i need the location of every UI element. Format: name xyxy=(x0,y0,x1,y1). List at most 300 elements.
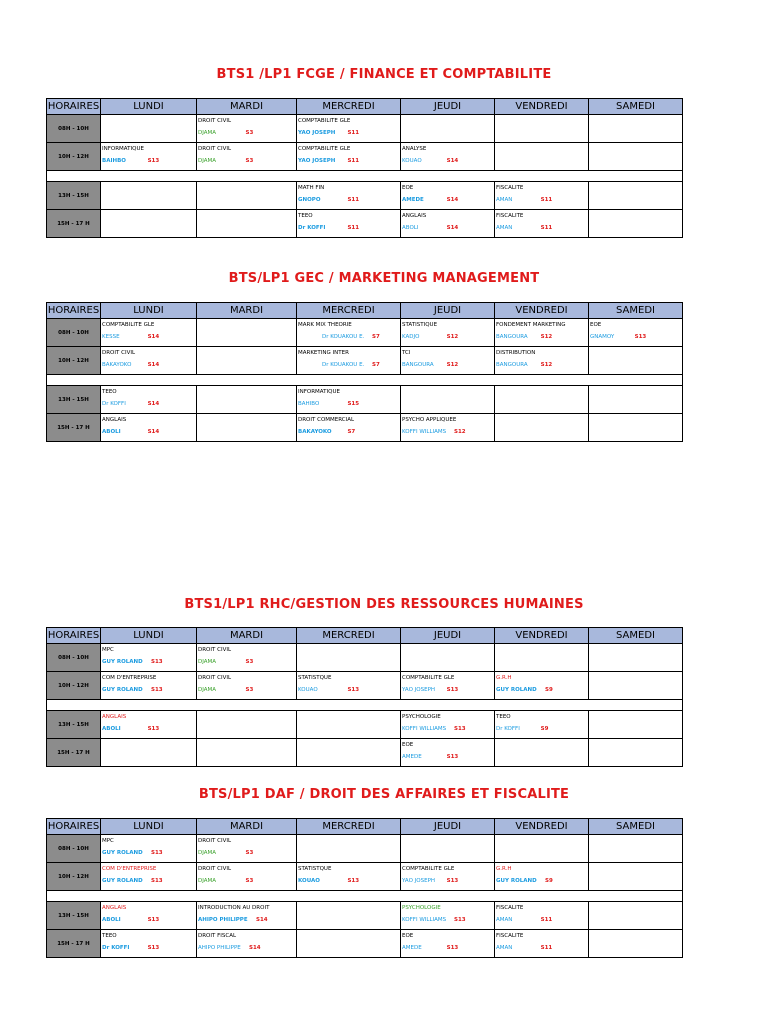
schedule-cell xyxy=(197,347,297,375)
schedule-cell xyxy=(495,930,589,958)
course-subject: STATISTQUE xyxy=(298,866,332,872)
lunch-break-row xyxy=(47,891,683,902)
schedule-cell xyxy=(101,319,197,347)
course-entry xyxy=(101,739,196,766)
room-number: S13 xyxy=(147,726,160,732)
schedule-cell xyxy=(197,863,297,891)
course-subject: FISCALITE xyxy=(496,213,524,219)
teacher-name: KESSE xyxy=(102,334,120,340)
course-entry xyxy=(197,739,296,766)
teacher-name: AMEDE xyxy=(402,945,422,951)
course-subject: PSYCHOLOGIE xyxy=(402,905,441,911)
teacher-name: DJAMA xyxy=(198,850,217,856)
course-entry xyxy=(101,347,196,374)
course-entry xyxy=(401,319,494,346)
course-entry xyxy=(297,835,400,862)
schedule-cell xyxy=(101,902,197,930)
header-day: MARDI xyxy=(197,819,297,835)
schedule-cell xyxy=(589,143,683,171)
course-entry xyxy=(589,319,682,346)
header-row xyxy=(47,819,683,835)
header-day: MARDI xyxy=(197,628,297,644)
schedule-cell xyxy=(495,644,589,672)
schedule-cell xyxy=(589,319,683,347)
course-subject: DISTRIBUTION xyxy=(496,350,536,356)
course-subject: COM D'ENTREPRISE xyxy=(102,675,157,681)
room-number: S13 xyxy=(147,917,160,923)
header-horaires: HORAIRES xyxy=(47,628,101,644)
course-details xyxy=(102,723,196,735)
course-details xyxy=(102,942,196,954)
course-entry xyxy=(401,115,494,142)
course-subject: EOE xyxy=(590,322,602,328)
table-row xyxy=(47,835,683,863)
course-entry xyxy=(101,115,196,142)
room-number: S14 xyxy=(147,429,160,435)
time-slot: 08H - 10H xyxy=(47,835,101,863)
course-subject: INFORMATIQUE xyxy=(102,146,144,152)
teacher-name: GUY ROLAND xyxy=(496,878,537,884)
schedule-cell xyxy=(401,672,495,700)
room-number: S11 xyxy=(540,225,553,231)
course-entry xyxy=(401,672,494,699)
schedule-cell xyxy=(589,930,683,958)
course-entry xyxy=(197,347,296,374)
course-subject: ANGLAIS xyxy=(102,714,127,720)
time-slot: 13H - 15H xyxy=(47,182,101,210)
schedule-cell xyxy=(495,711,589,739)
schedule-cell xyxy=(297,414,401,442)
teacher-name: KOFFI WILLIAMS xyxy=(402,726,447,732)
teacher-name: DJAMA xyxy=(198,878,217,884)
time-slot: 10H - 12H xyxy=(47,672,101,700)
teacher-name: Dr KOFFI xyxy=(298,225,326,231)
header-day: VENDREDI xyxy=(495,628,589,644)
time-slot: 08H - 10H xyxy=(47,115,101,143)
schedule-cell xyxy=(197,386,297,414)
header-day: JEUDI xyxy=(401,303,495,319)
course-details xyxy=(198,656,296,668)
schedule-cell xyxy=(589,835,683,863)
course-details xyxy=(298,398,400,410)
course-entry xyxy=(495,347,588,374)
course-entry xyxy=(589,863,682,890)
schedule-cell xyxy=(197,711,297,739)
course-subject: DROIT CIVIL xyxy=(198,647,232,653)
course-entry xyxy=(401,863,494,890)
teacher-name: KOUAO xyxy=(298,878,320,884)
room-number: S3 xyxy=(245,687,254,693)
teacher-name: DJAMA xyxy=(198,687,217,693)
course-details xyxy=(496,222,588,234)
table-row xyxy=(47,644,683,672)
teacher-name: GNOPO xyxy=(298,197,321,203)
course-entry xyxy=(101,386,196,413)
table-row xyxy=(47,414,683,442)
room-number: S13 xyxy=(446,945,459,951)
course-entry xyxy=(495,414,588,441)
lunch-break xyxy=(47,375,683,386)
course-entry xyxy=(495,319,588,346)
teacher-name: KOFFI WILLIAMS xyxy=(402,429,447,435)
course-entry xyxy=(101,902,196,929)
room-number: S12 xyxy=(446,334,459,340)
course-entry xyxy=(197,210,296,237)
room-number: S13 xyxy=(634,334,647,340)
course-subject: TEEO xyxy=(298,213,313,219)
course-entry xyxy=(495,210,588,237)
schedule-cell xyxy=(401,386,495,414)
course-subject: DROIT CIVIL xyxy=(198,838,232,844)
course-details xyxy=(198,914,296,926)
schedule-cell xyxy=(197,835,297,863)
course-entry xyxy=(297,182,400,209)
schedule-cell xyxy=(101,739,197,767)
course-entry xyxy=(589,143,682,170)
teacher-name: KOUAO xyxy=(402,158,422,164)
table-row xyxy=(47,930,683,958)
course-entry xyxy=(401,210,494,237)
room-number: S13 xyxy=(151,659,163,665)
header-day: LUNDI xyxy=(101,303,197,319)
time-slot: 10H - 12H xyxy=(47,863,101,891)
header-row xyxy=(47,628,683,644)
room-number: S14 xyxy=(446,225,459,231)
schedule-cell xyxy=(401,739,495,767)
room-number: S14 xyxy=(147,362,160,368)
course-details xyxy=(102,426,196,438)
header-day: MERCREDI xyxy=(297,99,401,115)
schedule-cell xyxy=(101,182,197,210)
course-details xyxy=(496,723,588,735)
teacher-name: BAKAYOKO xyxy=(298,429,332,435)
schedule-cell xyxy=(401,347,495,375)
course-entry xyxy=(495,711,588,738)
header-day: JEUDI xyxy=(401,99,495,115)
course-entry xyxy=(197,414,296,441)
course-subject: G.R.H xyxy=(496,675,512,681)
course-entry xyxy=(101,835,196,862)
schedule-cell xyxy=(495,386,589,414)
course-entry xyxy=(589,347,682,374)
schedule-cell xyxy=(297,644,401,672)
course-entry xyxy=(297,863,400,890)
time-slot: 15H - 17 H xyxy=(47,414,101,442)
course-subject: COMPTABILITE GLE xyxy=(102,322,155,328)
course-details xyxy=(298,875,400,887)
schedule-cell xyxy=(297,386,401,414)
room-number: S11 xyxy=(347,197,360,203)
teacher-name: YAO JOSEPH xyxy=(298,130,336,136)
schedule-cell xyxy=(297,835,401,863)
time-slot: 13H - 15H xyxy=(47,902,101,930)
time-slot: 10H - 12H xyxy=(47,347,101,375)
schedule-cell xyxy=(495,835,589,863)
course-details xyxy=(102,875,196,887)
time-slot: 08H - 10H xyxy=(47,644,101,672)
teacher-name: ABOLI xyxy=(102,429,121,435)
course-subject: DROIT CIVIL xyxy=(198,146,232,152)
schedule-cell xyxy=(297,115,401,143)
course-subject: TEEO xyxy=(102,389,117,395)
course-entry xyxy=(297,711,400,738)
course-entry xyxy=(297,319,400,346)
course-subject: DROIT CIVIL xyxy=(198,118,232,124)
course-subject: COMPTABILITE GLE xyxy=(402,675,455,681)
schedule-cell xyxy=(401,210,495,238)
schedule-cell xyxy=(101,711,197,739)
schedule-cell xyxy=(101,414,197,442)
course-subject: ANGLAIS xyxy=(102,905,127,911)
room-number: S3 xyxy=(245,850,254,856)
teacher-name: AMEDE xyxy=(402,754,422,760)
room-number: S13 xyxy=(347,878,360,884)
course-subject: DROIT FISCAL xyxy=(198,933,237,939)
room-number: S9 xyxy=(540,726,549,732)
teacher-name: Dr KOFFI xyxy=(102,945,130,951)
schedule-cell xyxy=(495,863,589,891)
room-number: S11 xyxy=(540,945,553,951)
teacher-name: BAKAYOKO xyxy=(102,362,132,368)
lunch-break xyxy=(47,171,683,182)
schedule-cell xyxy=(197,414,297,442)
course-details xyxy=(102,656,196,668)
teacher-name: KADJO xyxy=(402,334,420,340)
time-slot: 15H - 17 H xyxy=(47,210,101,238)
room-number: S12 xyxy=(540,362,553,368)
course-details xyxy=(102,847,196,859)
header-day: VENDREDI xyxy=(495,99,589,115)
teacher-name: AMEDE xyxy=(402,197,424,203)
section-title: BTS1/LP1 RHC/GESTION DES RESSOURCES HUMAINES xyxy=(184,597,584,612)
header-day: JEUDI xyxy=(401,628,495,644)
timetable xyxy=(46,98,683,238)
schedule-cell xyxy=(297,143,401,171)
course-details xyxy=(198,942,296,954)
course-details xyxy=(402,723,494,735)
section-title: BTS/LP1 GEC / MARKETING MANAGEMENT xyxy=(228,271,540,286)
room-number: S13 xyxy=(147,158,160,164)
schedule-cell xyxy=(401,115,495,143)
schedule-cell xyxy=(297,863,401,891)
schedule-cell xyxy=(101,863,197,891)
course-entry xyxy=(101,319,196,346)
room-number: S14 xyxy=(256,917,268,923)
course-entry xyxy=(101,672,196,699)
course-entry xyxy=(101,644,196,671)
schedule-cell xyxy=(297,930,401,958)
schedule-cell xyxy=(495,414,589,442)
table-row xyxy=(47,347,683,375)
course-entry xyxy=(589,739,682,766)
room-number: S13 xyxy=(446,687,459,693)
table-row xyxy=(47,182,683,210)
course-entry xyxy=(101,863,196,890)
schedule-cell xyxy=(197,143,297,171)
course-subject: DROIT CIVIL xyxy=(102,350,136,356)
course-entry xyxy=(589,930,682,957)
table-row xyxy=(47,672,683,700)
room-number: S3 xyxy=(245,878,254,884)
section-title: BTS/LP1 DAF / DROIT DES AFFAIRES ET FISCALITE xyxy=(198,787,570,802)
schedule-cell xyxy=(101,835,197,863)
teacher-name: BAIHBO xyxy=(102,158,126,164)
course-details xyxy=(102,331,196,343)
teacher-name: Dr KOUAKOU E. xyxy=(322,334,365,340)
course-subject: ANGLAIS xyxy=(102,417,127,423)
schedule-cell xyxy=(101,672,197,700)
schedule-cell xyxy=(589,739,683,767)
timetable xyxy=(46,818,683,958)
schedule-cell xyxy=(495,672,589,700)
schedule-cell xyxy=(401,182,495,210)
course-details xyxy=(402,914,494,926)
course-entry xyxy=(197,319,296,346)
teacher-name: GUY ROLAND xyxy=(102,878,143,884)
schedule-cell xyxy=(401,414,495,442)
section-title: BTS1 /LP1 FCGE / FINANCE ET COMPTABILITE xyxy=(216,67,552,82)
schedule-cell xyxy=(495,182,589,210)
schedule-cell xyxy=(101,115,197,143)
course-details xyxy=(298,359,400,371)
course-entry xyxy=(197,902,296,929)
course-entry xyxy=(401,711,494,738)
schedule-cell xyxy=(297,319,401,347)
time-slot: 15H - 17 H xyxy=(47,930,101,958)
course-details xyxy=(590,331,682,343)
course-details xyxy=(402,751,494,763)
header-day: MERCREDI xyxy=(297,303,401,319)
course-subject: COMPTABILITE GLE xyxy=(298,146,351,152)
room-number: S3 xyxy=(245,130,254,136)
room-number: S13 xyxy=(446,878,459,884)
teacher-name: AMAN xyxy=(496,225,513,231)
course-subject: ANGLAIS xyxy=(402,213,427,219)
teacher-name: BANGOURA xyxy=(402,362,434,368)
schedule-cell xyxy=(495,115,589,143)
schedule-cell xyxy=(197,644,297,672)
course-entry xyxy=(589,644,682,671)
header-horaires: HORAIRES xyxy=(47,99,101,115)
header-day: MERCREDI xyxy=(297,628,401,644)
course-entry xyxy=(297,386,400,413)
teacher-name: Dr KOUAKOU E. xyxy=(322,362,365,368)
schedule-cell xyxy=(297,210,401,238)
schedule-cell xyxy=(495,319,589,347)
course-subject: MARK MIX THEORIE xyxy=(298,322,352,328)
course-entry xyxy=(401,182,494,209)
course-entry xyxy=(589,835,682,862)
course-entry xyxy=(589,902,682,929)
course-entry xyxy=(297,739,400,766)
schedule-cell xyxy=(589,210,683,238)
teacher-name: GUY ROLAND xyxy=(496,687,537,693)
teacher-name: GUY ROLAND xyxy=(102,659,143,665)
teacher-name: AMAN xyxy=(496,197,513,203)
room-number: S14 xyxy=(446,158,459,164)
course-subject: TEEO xyxy=(102,933,117,939)
schedule-cell xyxy=(401,902,495,930)
course-details xyxy=(496,684,588,696)
room-number: S12 xyxy=(454,429,466,435)
course-entry xyxy=(401,902,494,929)
schedule-cell xyxy=(197,739,297,767)
course-subject: TEEO xyxy=(496,714,511,720)
course-entry xyxy=(495,644,588,671)
teacher-name: GNAMOY xyxy=(590,334,615,340)
schedule-cell xyxy=(101,386,197,414)
room-number: S13 xyxy=(151,878,163,884)
course-entry xyxy=(589,711,682,738)
course-entry xyxy=(401,835,494,862)
course-details xyxy=(402,155,494,167)
course-entry xyxy=(101,711,196,738)
course-details xyxy=(402,194,494,206)
course-entry xyxy=(495,835,588,862)
course-details xyxy=(102,398,196,410)
room-number: S11 xyxy=(347,158,360,164)
room-number: S7 xyxy=(372,334,380,340)
header-day: SAMEDI xyxy=(589,819,683,835)
table-row xyxy=(47,739,683,767)
course-details xyxy=(496,194,588,206)
schedule-cell xyxy=(197,182,297,210)
table-row xyxy=(47,386,683,414)
course-subject: ANALYSE xyxy=(402,146,427,152)
course-entry xyxy=(495,902,588,929)
course-entry xyxy=(197,672,296,699)
teacher-name: DJAMA xyxy=(198,130,217,136)
schedule-cell xyxy=(297,739,401,767)
time-slot: 13H - 15H xyxy=(47,386,101,414)
course-entry xyxy=(401,414,494,441)
schedule-cell xyxy=(401,835,495,863)
header-day: SAMEDI xyxy=(589,99,683,115)
schedule-cell xyxy=(589,347,683,375)
teacher-name: GUY ROLAND xyxy=(102,687,143,693)
header-day: VENDREDI xyxy=(495,819,589,835)
course-details xyxy=(402,426,494,438)
teacher-name: DJAMA xyxy=(198,158,217,164)
room-number: S15 xyxy=(347,401,360,407)
course-subject: PSYCHOLOGIE xyxy=(402,714,441,720)
schedule-cell xyxy=(197,902,297,930)
table-row xyxy=(47,210,683,238)
course-entry xyxy=(495,672,588,699)
course-entry xyxy=(589,115,682,142)
teacher-name: GUY ROLAND xyxy=(102,850,143,856)
room-number: S14 xyxy=(147,334,160,340)
course-subject: DROIT CIVIL xyxy=(198,866,232,872)
header-horaires: HORAIRES xyxy=(47,303,101,319)
header-day: JEUDI xyxy=(401,819,495,835)
schedule-cell xyxy=(495,739,589,767)
room-number: S9 xyxy=(545,687,553,693)
time-slot: 15H - 17 H xyxy=(47,739,101,767)
course-entry xyxy=(401,386,494,413)
course-subject: DROIT CIVIL xyxy=(198,675,232,681)
teacher-name: AHIPO PHILIPPE xyxy=(198,917,248,923)
course-entry xyxy=(197,386,296,413)
schedule-cell xyxy=(297,347,401,375)
course-subject: DROIT COMMERCIAL xyxy=(298,417,355,423)
course-details xyxy=(298,331,400,343)
schedule-cell xyxy=(589,644,683,672)
room-number: S13 xyxy=(454,917,466,923)
schedule-cell xyxy=(401,143,495,171)
course-details xyxy=(198,847,296,859)
room-number: S12 xyxy=(446,362,459,368)
